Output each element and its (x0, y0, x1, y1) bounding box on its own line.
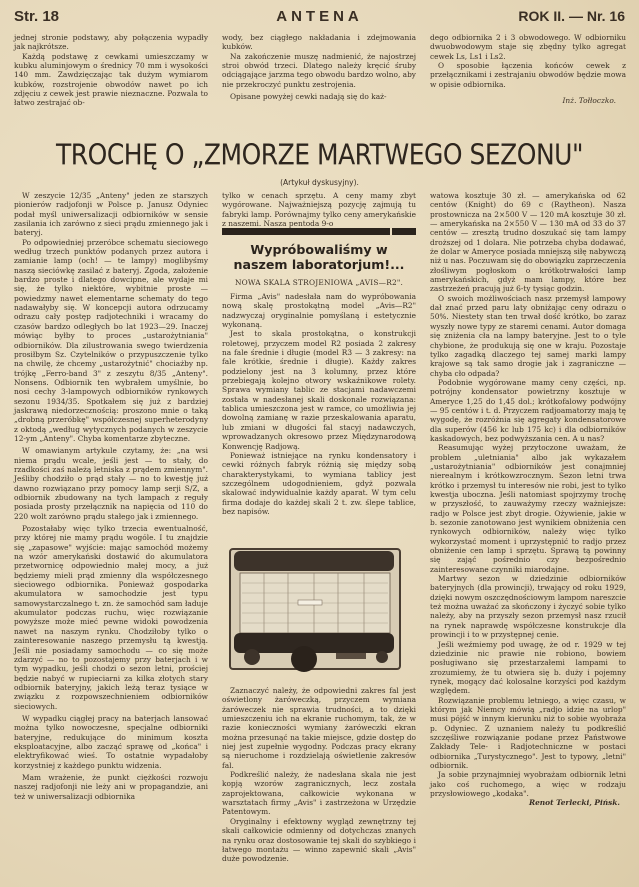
dial-bottom-roller (234, 633, 394, 653)
dial-top-roller (234, 551, 394, 571)
paragraph: Każdą podstawę z cewkami umieszczamy w kubku aluminjowym o średnicy 70 mm i wysokości 140 mm. Zawdzięczając tak dużym wymiarom kubków, rozstrojenie obwodów nawet po ich zdjęciu z cewek jest prawie nieznaczne. Pozwala to łatwo zestrajać ob- (14, 51, 208, 108)
article-column-3 (430, 191, 626, 808)
paragraph: Jeśli weźmiemy pod uwagę, że od r. 1929 w tej dziedzinie nic prawie nie robiono, bowiem posługiwano się przestarzałemi lampami to zrozumiemy, że tu otwiera się b. duży i pojemny rynek, mogący dać kolosalne korzyści pod każdym względem. (430, 639, 626, 696)
paragraph: W zeszycie 12/35 „Anteny" jeden ze starszych pionierów radjofonji w Polsce p. Janusz Odyniec podał myśl uniwersalizacji odbiorników w sensie zasilania ich zarówno z sieci prądu zmiennego jak i bateryj. (14, 191, 208, 238)
box-text-before-photo (222, 292, 416, 516)
tuning-dial-photo (226, 545, 404, 677)
right-knob (376, 651, 388, 663)
paragraph: Podobnie wygórowane mamy ceny części, np. potrójny kondensator powietrzny kosztuje w Ameryce 1,25 do 1,45 dol.; krótkofalowy podwójny — 95 centów i t. d. Przyczem radjoamatorzy mają tę wygodę, że rozróżnia się agregaty kondensatorowe dla superów (456 kc lub 175 kc) i dla odbiorników kaskadowych, bez podwyższania cen. A u nas? (430, 377, 626, 443)
box-text-after-photo (222, 686, 416, 864)
tuning-knob (291, 646, 317, 672)
paragraph: Mam wrażenie, że punkt ciężkości rozwoju naszej radjofonji nie leży ani w propagandzie, ani też w uniwersalizacji odbiornika (14, 772, 208, 801)
paragraph: Na zakończenie muszę nadmienić, że najostrzej stroi obwód trzeci. Dlatego należy kręcić śruby odciągające jarzma tego obwodu bardzo wolno, aby nie przekroczyć punktu zestrojenia. (222, 51, 416, 89)
page-header (14, 8, 625, 28)
issue-number: ROK II. — Nr. 16 (518, 8, 625, 24)
paragraph: W omawianym artykule czytamy, że: „na wsi niema prądu wcale, jeśli jest — to stały, do rzadkości zaś należą letniska z prądem zmiennym". Jeśliby chodziło o prąd stały — no to kwestję już dawno rozwiązano przy pomocy lamp serji S/Z, a odbiornik zbudowany na tych lampach z reguły posiada prosty przełącznik na napięcia od 110 do 220 wolt zarówno prądu stałego jak i zmiennego. (14, 446, 208, 521)
paragraph: Ponieważ istniejące na rynku kondensatory i cewki różnych fabryk różnią się między sobą charakterystykami, to wymiana tablicy jest szczególnem udogodnieniem, gdyż pozwala skalować indywidualnie każdy aparat. W tym celu firma dodaje do każdej skali 2 t. zw. ślepe tablice, bez napisów. (222, 450, 416, 516)
box-title: Wypróbowaliśmy w naszem laboratorjum!... (233, 242, 405, 272)
paragraph: Rozwiązanie problemu letniego, a więc czasu, w którym jak Niemcy mówią „radjo idzie na urlop" musi pójść w innym kierunku niż to sobie wyobraża p. Odyniec. Z uznaniem należy tu podkreślić szczęśliwe rozwiązanie podane przez Państwowe Zakłady Tele- i Radjotechniczne w postaci odbiornika „Turystycznego". Jest to typowy, „letni" odbiornik. (430, 695, 626, 770)
pointer-window (298, 600, 322, 605)
paragraph: dego odbiornika 2 i 3 obwodowego. W odbiorniku dwuobwodowym staje się zbędny tylko agregat cewek Ls, Ls1 i Ls2. (430, 33, 626, 61)
article-author: Renot Terlecki, Pińsk. (528, 798, 620, 808)
paragraph: wody, bez ciągłego nakładania i zdejmowania kubków. (222, 33, 416, 52)
paragraph: O swoich możliwościach nasz przemysł lampowy dał znać przed paru laty obniżając ceny odrazu o 50%. Niestety stan ten trwał dość krótko, bo zaraz wyszły nowe typy ze staremi cenami. Autor domaga się zniżenia cła na lampy bateryjne. Jest to o tyle chybione, że produkują się one w kraju. Pozostaje tylko zagadką dlaczego tej samej marki lampy krajowe są tak samo drogie jak i zagraniczne — chyba cło odpada? (430, 293, 626, 378)
paragraph: O sposobie łączenia końców cewek z przełącznikami i zestrajaniu obwodów będzie mowa w opisie odbiornika. (430, 61, 626, 89)
paragraph: Pozostałaby więc tylko trzecia ewentualność, przy której nie mamy prądu wogóle. I tu znajdzie się „zapasowe" wyjście: mając samochód możemy na wzór amerykański dostawić do akumulatora przetwornicę odpowiednio małej mocy, a już będziemy mieli prąd zmienny dla współczesnego sieciowego odbiornika. Ponieważ gospodarka akumulatora w samochodzie jest typu samowystarczalnego t. zn. że samochód sam ładuje akumulator podczas ruchu, więc rozwiązanie powyższe może mieć pewne widoki powodzenia nawet na naszym rynku. Chodziłoby tylko o zainteresowanie naszego przemysłu tą kwestją. Jeśli nie posiadamy samochodu — co się może zdarzyć — no to pozostajemy przy baterjach i w tym wypadku, jeśli chodzi o sezon letni, prościej będzie nabyć w rupieciarni za kilka złotych stary odbiornik bateryjny, jakich leżą teraz tysiące w związku z rozpowszechnieniem odbiorników sieciowych. (14, 524, 208, 711)
paragraph: Firma „Avis" nadesłała nam do wypróbowania nową skalę prostokątną model „Avis—R2" nadzwyczaj oryginalnie pomyślaną i estetycznie wykonaną. (222, 292, 416, 330)
paragraph: Martwy sezon w dziedzinie odbiorników bateryjnych (dla prowincji), trwający od roku 1929, dzięki nowym oszczędnościowym lampom nareszcie też można uważać za skończony i życzyć sobie tylko należy, aby na przyszły sezon przemysł nasz rzucił na rynek naprawdę współczesne konstrukcje dla prowincji i to w przystępnej cenie. (430, 574, 626, 640)
paragraph: tylko w cenach sprzętu. A ceny mamy zbyt wygórowane. Najważniejszą pozycję zajmują tu fabryki lamp. Porównajmy tylko ceny amerykańskie z naszemi. Nasza pentoda 9-o (222, 191, 416, 229)
mounting-bracket (336, 653, 366, 659)
previous-article-author: Inż. Tołłoczko. (562, 96, 616, 106)
paragraph: Oryginalny i efektowny wygląd zewnętrzny tej skali całkowicie odmienny od dotychczas znanych na rynku oraz dostosowanie tej skali do szybkiego i łatwego montażu — winno zapewnić skali „Avis" duże powodzenie. (222, 816, 416, 864)
article-title: TROCHĘ O „ZMORZE MARTWEGO SEZONU" (56, 137, 583, 172)
left-knob (244, 649, 260, 665)
paragraph: Zaznaczyć należy, że odpowiedni zakres fal jest oświetlony żaróweczką, przyczem wymiana żaróweczek nie sprawia trudności, a to dzięki umieszczeniu ich na ekranie ruchomym, tak, że w razie konieczności wymiany żaróweczki ekran można przesunąć na takie miejsce, gdzie dostęp do niej jest zupełnie wygodny. Podczas pracy ekrany są nieruchome i rozdzielają oświetlenie zakresów fal. (222, 686, 416, 770)
paragraph: Po odpowiedniej przeróbce schematu sieciowego według trzech punktów podanych przez autora i zamianie lamp (och! — te lampy) moglibyśmy naszą sieciówkę zasilać z bateryj. Zgoda, założenie bardzo proste i dlatego dowcipne, ale wydaje mi się, że tylko niektóre, wybitnie proste — powiedzmy nawet elementarne schematy do tego nadawałyby się. W koncepcji autora odrzucamy odrazu cały postęp radjotechniki i wracamy do czasów bardzo odległych bo lat 1923—29. Inaczej mówiąc byłby to proces „ustarożytniania" odbiorników. Dla zilustrowania swego twierdzenia prosiłbym Sz. Czytelników o przypuszczenie tylko na chwilę, że chcemy „ustarożytnić" chociażby np. trójkę „Ferro-band 3" z zeszytu 8/35 „Anteny". Nonsens. Odbiornik ten wybrałem umyślnie, bo nosi cechy 3-lampowych odbiorników rynkowych sezonu 1934/35. Spotkałem się już z bardziej jaskrawą niedorzecznością: proszono mnie o taką „drobną przeróbkę" współczesnej superheterodyny z oktodą „według wytycznych podanych w zeszycie 12-ym „Anteny". Chyba komentarze zbyteczne. (14, 237, 208, 443)
paragraph: W wypadku ciągłej pracy na baterjach lansować można tylko nowoczesne, specjalne odbiorniki bateryjne, redukujące do minimum koszta eksploatacyjne, albo zacząć sprawę od „końca" i elektryfikować wieś. To ostatnie wypadałoby korzystniej z każdego punktu widzenia. (14, 713, 208, 770)
magazine-title: ANTENA (276, 8, 363, 25)
article-column-1 (14, 191, 208, 801)
previous-article-column-1 (14, 33, 208, 108)
box-divider-rule (222, 228, 416, 235)
paragraph: Opisane powyżej cewki nadają się do każ- (230, 92, 387, 102)
paragraph: Ja sobie przynajmniej wyobrażam odbiornik letni jako coś ruchomego, a więc w rodzaju przysłowiowego „kodaka". (430, 770, 626, 798)
previous-article-column-2 (222, 33, 416, 101)
paragraph: Jest to skala prostokątna, o konstrukcji roletowej, przyczem model R2 posiada 2 zakresy na fale średnie i długie (model R3 — 3 zakresy: na fale krótkie, średnie i długie). Każdy zakres podzielony jest na 3 kolumny, przez które przebiegają kolejno otwory wskaźnikowe rolety. Sprawa wymiany tablic ze stacjami nadawczemi została w nadesłanej skali doskonale rozwiązana: tablica umieszczona jest w ramce, co umożliwia jej dowolną zamianę w razie przeskalowania aparatu, lub zmiani w długości fal stacyj nadawczych, wprowadzanych okresowo przez Międzynarodową Konwencję Radjową. (222, 329, 416, 451)
paragraph: watowa kosztuje 30 zł. — amerykańska od 62 centów (Knight) do 69 c (Raytheon). Nasza prostownicza na 2×500 V — 120 mA kosztuje 30 zł. — amerykańska na 2×550 V — 130 mA od 33 do 37 centów — zresztą trudno doszukać się tam lampy droższej od 1 dolara. Nie potrzeba chyba dodawać, że dolar w Ameryce posiada mniejszą siłę nabywczą niż u nas. Poczuwam się do obowiązku zaprzeczenia złośliwym pogłoskom o krótkotrwałości lamp amerykańskich, gdyż mam lampy, które bez zastrzeżeń pracują już 6-ty tysiąc godzin. (430, 191, 626, 294)
previous-article-column-3 (430, 33, 626, 105)
article-column-2 (222, 191, 416, 228)
paragraph: Reasumując wyżej przytoczone uważam, że problem „uletniania" albo jak wykazałem „ustarożytniania" odbiorników jest conajmniej nierealnym i krótkowzrocznym. Sezon letni trwa krótko i przemysł tu interesów nie robi, jest to tylko kwestja uboczna. Jeśli natomiast spojrzymy trochę w przyszłość, to zauważymy rzeczy ważniejsze: radjo w Polsce jest zbyt drogie. Ożywienie, jakie w b. sezonie zanotowano jest wynikiem obniżenia cen rynkowych odbiorników, należy więc tylko wykorzystać moment i uprzystępnić to radjo przez obniżenie cen lamp i sprzętu. Sprawą tą powinny się zająć pośrednio czy bezpośrednio zainteresowane czynniki miarodajne. (430, 443, 626, 574)
paragraph: Podkreślić należy, że nadesłana skala nie jest kopją wzorów zagranicznych, lecz została zaprojektowana, całkowicie wykonana w warsztatach firmy „Avis" i zastrzeżona w Urzędzie Patentowym. (222, 770, 416, 817)
paragraph: jednej stronie podstawy, aby połączenia wypadły jak najkrótsze. (14, 33, 208, 52)
article-subtitle: (Artykuł dyskusyjny). (280, 178, 359, 187)
box-subtitle: NOWA SKALA STROJENIOWA „AVIS—R2". (234, 278, 404, 287)
page-number: Str. 18 (14, 8, 60, 25)
